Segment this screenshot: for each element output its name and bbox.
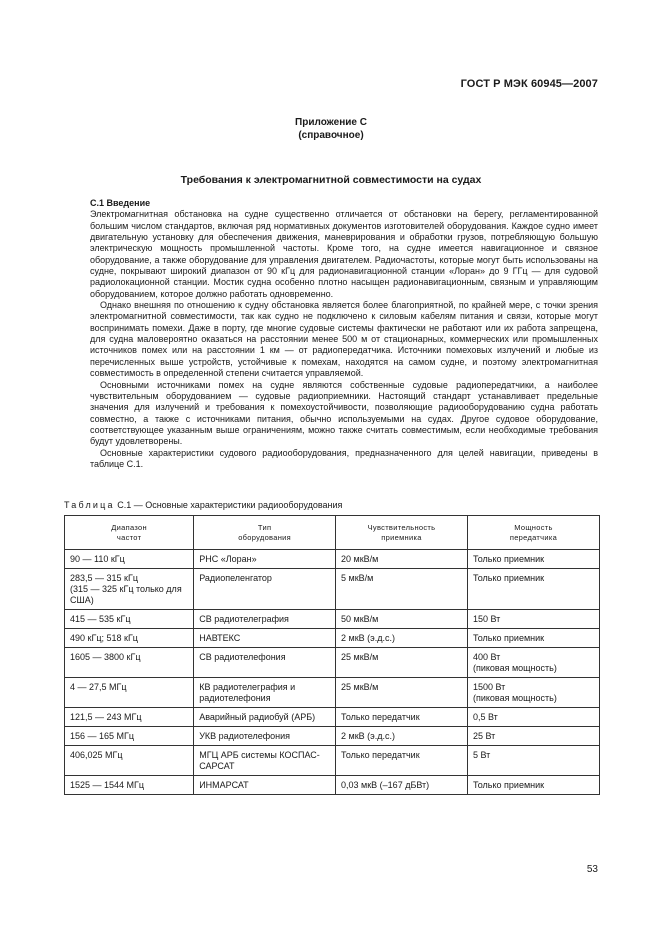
table-cell: СВ радиотелеграфия — [194, 610, 336, 629]
standard-code: ГОСТ Р МЭК 60945—2007 — [460, 78, 598, 90]
page-number: 53 — [586, 864, 598, 875]
table-cell: КВ радиотелеграфия и радиотелефония — [194, 678, 336, 708]
table-row — [65, 727, 600, 746]
table-cell: 2 мкВ (э.д.с.) — [336, 629, 468, 648]
table-header-row — [65, 516, 600, 550]
table-cell: СВ радиотелефония — [194, 648, 336, 678]
table-cell: ИНМАРСАТ — [194, 776, 336, 795]
table-caption-word: Таблица — [64, 500, 115, 510]
table-cell: 25 мкВ/м — [336, 678, 468, 708]
table-cell: 50 мкВ/м — [336, 610, 468, 629]
section-body — [90, 198, 598, 470]
table-cell: 1500 Вт (пиковая мощность) — [467, 678, 599, 708]
table-cell: Только передатчик — [336, 708, 468, 727]
table-cell: 150 Вт — [467, 610, 599, 629]
table-row — [65, 569, 600, 610]
table-cell: Аварийный радиобуй (АРБ) — [194, 708, 336, 727]
table-cell: 0,5 Вт — [467, 708, 599, 727]
table-cell: 1525 — 1544 МГц — [65, 776, 194, 795]
paragraph: Основные характеристики судового радиооборудования, предназначенного для целей навигации, приведены в таблице С.1. — [90, 447, 598, 469]
table-row — [65, 550, 600, 569]
table-cell: Только приемник — [467, 569, 599, 610]
main-title: Требования к электромагнитной совместимости на судах — [180, 174, 482, 186]
table-cell: Только приемник — [467, 776, 599, 795]
paragraph: Электромагнитная обстановка на судне существенно отличается от обстановки на берегу, регламентированной большим числом стандартов, включая ряд нормативных документов изготовителей оборудования. Каждое судно имеет двигательную установку для обеспечения движения, маневрирования и обработки грузов, потребляющую большую электрическую мощность промышленной частоты. Кроме того, на судне имеется навигационное и связное оборудование, а также оборудование для управления двигателем. Радиочастоты, которые могут быть использованы на судне, покрывают широкий диапазон от 90 кГц для радионавигационной станции «Лоран» до 9 ГГц — для судовой радиолокационной станции. Мостик судна особенно плотно насыщен радионавигационным, связным и управляющим оборудованием, которое должно работать одновременно. — [90, 209, 598, 299]
table-cell: 25 Вт — [467, 727, 599, 746]
table-cell: Только передатчик — [336, 746, 468, 776]
table-cell: 2 мкВ (э.д.с.) — [336, 727, 468, 746]
column-header: Чувствительность приемника — [336, 516, 468, 550]
table-row — [65, 776, 600, 795]
table-cell: 490 кГц; 518 кГц — [65, 629, 194, 648]
table-cell: 90 — 110 кГц — [65, 550, 194, 569]
table-row — [65, 648, 600, 678]
table-cell: Только приемник — [467, 629, 599, 648]
table-caption-text: С.1 — Основные характеристики радиооборудования — [114, 500, 343, 510]
table-row — [65, 610, 600, 629]
column-header: Диапазон частот — [65, 516, 194, 550]
appendix-subtitle: (справочное) — [298, 130, 364, 141]
table-cell: 283,5 — 315 кГц (315 — 325 кГц только для США) — [65, 569, 194, 610]
table-cell: 156 — 165 МГц — [65, 727, 194, 746]
table-cell: 121,5 — 243 МГц — [65, 708, 194, 727]
table-cell: 406,025 МГц — [65, 746, 194, 776]
table-cell: 0,03 мкВ (–167 дБВт) — [336, 776, 468, 795]
section-heading: С.1 Введение — [90, 198, 151, 208]
table-caption — [64, 500, 342, 510]
table-cell: 5 мкВ/м — [336, 569, 468, 610]
table-cell: 20 мкВ/м — [336, 550, 468, 569]
table-cell: 415 — 535 кГц — [65, 610, 194, 629]
appendix-title: Приложение С — [295, 117, 367, 128]
paragraph: Однако внешняя по отношению к судну обстановка является более благоприятной, по крайней мере, с точки зрения электромагнитной совместимости, так как судно не подключено к силовым кабелям питания и связи, которые могут воспринимать помехи. Даже в порту, где многие судовые системы фактически не работают или их работа запрещена, для судна маловероятно оказаться на расстоянии менее 500 м от стационарных, коммерческих или промышленных источников помех или на расстоянии 1 км — от радиопередатчика. Источники помеховых излучений и любые из перечисленных выше устройств, устойчивые к помехам, находятся на самом судне, и поэтому электромагнитная совместимость в определенной степени считается управляемой. — [90, 300, 598, 379]
appendix-heading — [0, 116, 662, 142]
table-row — [65, 678, 600, 708]
table-row — [65, 629, 600, 648]
table-cell: 400 Вт (пиковая мощность) — [467, 648, 599, 678]
table-cell: НАВТЕКС — [194, 629, 336, 648]
table-cell: 1605 — 3800 кГц — [65, 648, 194, 678]
paragraph: Основными источниками помех на судне являются собственные судовые радиопередатчики, а наиболее чувствительным оборудованием — судовые радиоприемники. Настоящий стандарт устанавливает предельные значения для излучений и требования к помехоустойчивости, позволяющие радиооборудованию судна работать совместно, а также с источниками питания, обычно используемыми на судах. Другое судовое оборудование, соответствующее указанным выше ограничениям, можно также считать совместимым, если необходимые требования будут удовлетворены. — [90, 379, 598, 447]
table-cell: Радиопеленгатор — [194, 569, 336, 610]
table-cell: 4 — 27,5 МГц — [65, 678, 194, 708]
table-cell: Только приемник — [467, 550, 599, 569]
table-cell: 25 мкВ/м — [336, 648, 468, 678]
table-cell: МГЦ АРБ системы КОСПАС-САРСАТ — [194, 746, 336, 776]
column-header: Тип оборудования — [194, 516, 336, 550]
table-cell: 5 Вт — [467, 746, 599, 776]
table-cell: РНС «Лоран» — [194, 550, 336, 569]
characteristics-table — [64, 515, 600, 795]
table-row — [65, 708, 600, 727]
column-header: Мощность передатчика — [467, 516, 599, 550]
table-row — [65, 746, 600, 776]
table-cell: УКВ радиотелефония — [194, 727, 336, 746]
